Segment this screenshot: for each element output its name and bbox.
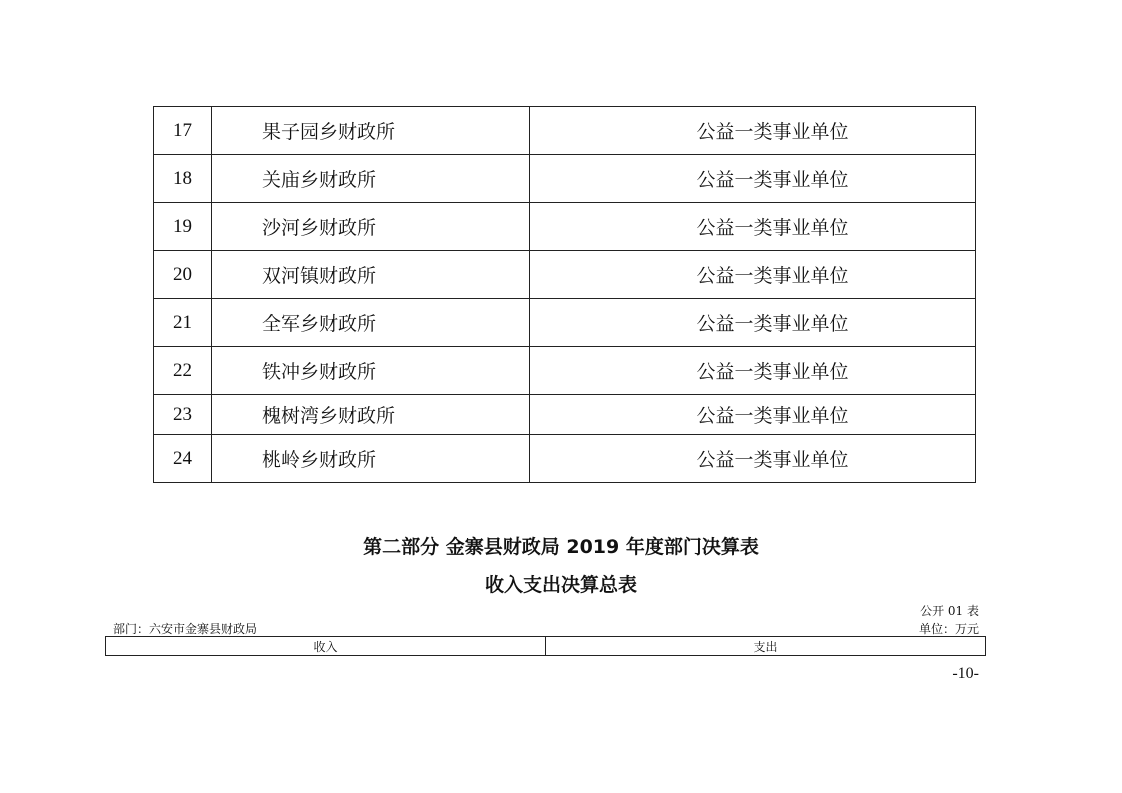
unit-name: 桃岭乡财政所 — [212, 435, 530, 483]
table-row — [154, 435, 976, 483]
row-number: 18 — [154, 155, 212, 203]
table-row — [154, 299, 976, 347]
form-code: 公开 01 表 — [920, 604, 979, 618]
unit-name: 沙河乡财政所 — [212, 203, 530, 251]
table-row — [154, 251, 976, 299]
unit-name: 全军乡财政所 — [212, 299, 530, 347]
unit-type: 公益一类事业单位 — [530, 299, 976, 347]
unit-type: 公益一类事业单位 — [530, 155, 976, 203]
table-header-row — [106, 637, 986, 656]
page-number: -10- — [952, 665, 979, 682]
unit-name: 双河镇财政所 — [212, 251, 530, 299]
unit-type: 公益一类事业单位 — [530, 107, 976, 155]
table-row — [154, 395, 976, 435]
unit-name: 槐树湾乡财政所 — [212, 395, 530, 435]
row-number: 24 — [154, 435, 212, 483]
unit-name: 果子园乡财政所 — [212, 107, 530, 155]
unit-label: 单位：万元 — [918, 622, 979, 636]
row-number: 20 — [154, 251, 212, 299]
unit-type: 公益一类事业单位 — [530, 347, 976, 395]
unit-name: 铁冲乡财政所 — [212, 347, 530, 395]
unit-type: 公益一类事业单位 — [530, 395, 976, 435]
department-label: 部门：六安市金寨县财政局 — [113, 622, 258, 636]
section-title: 第二部分 金寨县财政局 2019 年度部门决算表 — [363, 536, 759, 558]
expense-header: 支出 — [546, 637, 986, 656]
row-number: 22 — [154, 347, 212, 395]
unit-type: 公益一类事业单位 — [530, 435, 976, 483]
unit-type: 公益一类事业单位 — [530, 203, 976, 251]
row-number: 17 — [154, 107, 212, 155]
table-row — [154, 347, 976, 395]
unit-name: 关庙乡财政所 — [212, 155, 530, 203]
unit-type: 公益一类事业单位 — [530, 251, 976, 299]
table-row — [154, 203, 976, 251]
table-title: 收入支出决算总表 — [484, 574, 637, 596]
row-number: 23 — [154, 395, 212, 435]
row-number: 19 — [154, 203, 212, 251]
table-row — [154, 155, 976, 203]
row-number: 21 — [154, 299, 212, 347]
income-expense-table — [105, 636, 986, 656]
income-header: 收入 — [106, 637, 546, 656]
unit-list-table — [153, 106, 976, 483]
table-row — [154, 107, 976, 155]
